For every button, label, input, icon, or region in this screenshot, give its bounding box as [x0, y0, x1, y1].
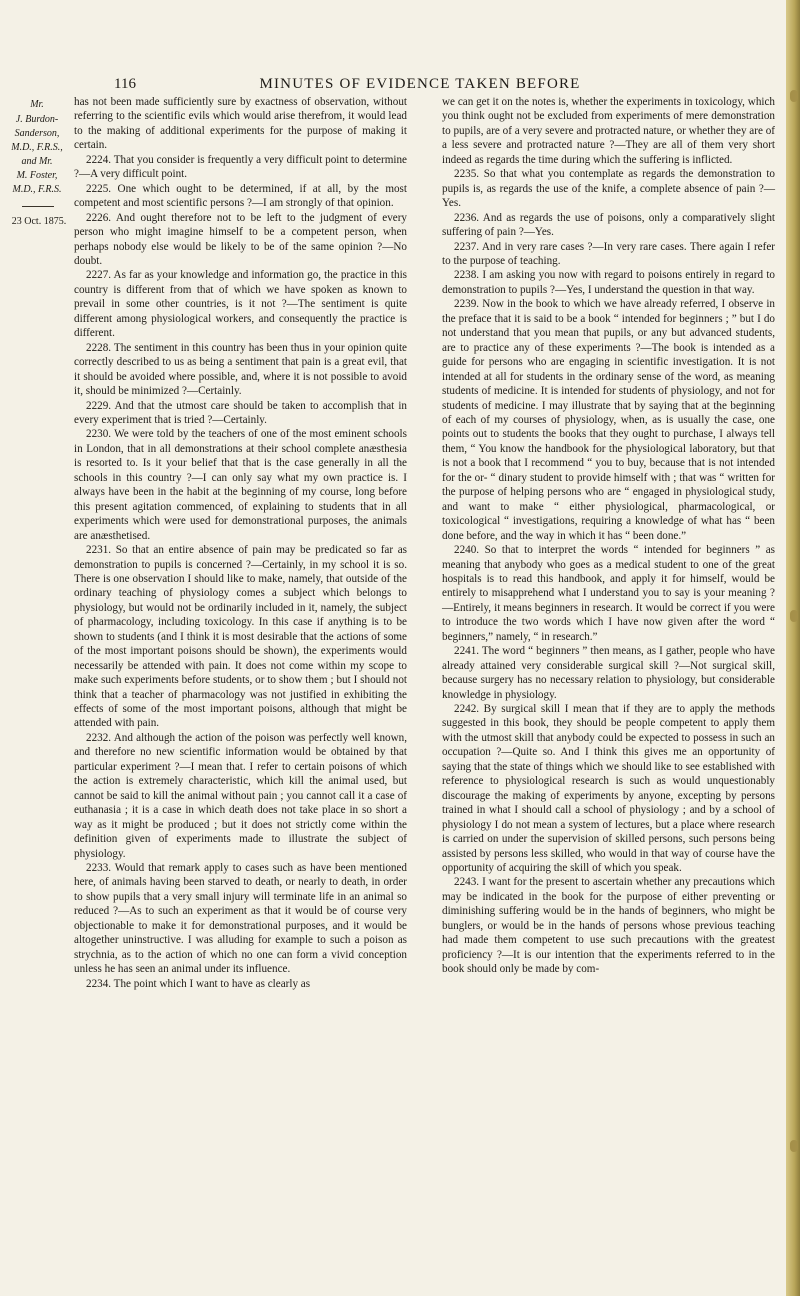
- right-column: [442, 95, 775, 977]
- paragraph: 2238. I am asking you now with regard to poisons entirely in regard to demonstration to pupils ?—Yes, I understand the question in that way.: [442, 269, 775, 296]
- paragraph: 2227. As far as your knowledge and information go, the practice in this country is different from that of which we have spoken as known to prevail in some other countries, is it not ?—The sentiment is quite different among physiological workers, and consequently the practice is different.: [74, 269, 407, 340]
- page-number: 116: [114, 76, 136, 92]
- paragraph: 2237. And in very rare cases ?—In very rare cases. There again I refer to the purpose of teaching.: [442, 240, 775, 267]
- paragraph: 2225. One which ought to be determined, if at all, by the most competent and most scientific persons ?—I am strongly of that opinion.: [74, 182, 407, 210]
- margin-witness-7: M.D., F.R.S.: [12, 184, 62, 195]
- margin-rule: [22, 206, 54, 207]
- margin-witness-3: Sanderson,: [14, 128, 60, 139]
- paragraph: 2226. And ought therefore not to be left to the judgment of every person who might imagine himself to be a competent person, when perhaps nobody else would be likely to be of the same opinion ?—No doubt.: [74, 211, 407, 267]
- paragraph: 2231. So that an entire absence of pain may be predicated so far as demonstration to pupils is concerned ?—Certainly, in my school it is so. There is one observation I should like to make, namely, that outside of the ordinary teaching of physiology comes a subject which belongs to physiology, but would not be ordinarily included in it, namely, the subject of pharmacology, including toxicology. In this case if anything is to be shown to students (and I think it is most desirable that the actions of some of the most important poisons should be shown), the experiments would necessarily be attended with pain. It does not come within my scope to make such experiments before students, or to show them ; but I should not think that a teacher of pharmacology was not justified in exhibiting the effects of some of the most important poisons, although that might be attended with pain.: [74, 544, 407, 730]
- paragraph: has not been made sufficiently sure by exactness of observation, without referring to the scientific evils which would arise therefrom, it would lead to the making of additional experiments for the purpose of making it certain.: [74, 96, 407, 152]
- margin-witness-1: Mr.: [30, 99, 44, 110]
- paragraph: 2240. So that to interpret the words “ intended for beginners ” as meaning that anybody who goes as a medical student to one of the great hospitals is to read this handbook, and apply it for himself, would be entirely to misapprehend what I understand you to say is your meaning ?—Entirely, it means beginners in research. It would be correct if you were to introduce the two words which I have now given after the word “ beginners,” namely, “ in research.”: [442, 544, 775, 643]
- paragraph: 2230. We were told by the teachers of one of the most eminent schools in London, that in all demonstrations at their school complete anæsthesia is resorted to. Is it your belief that that is the case generally in all the schools in this country ?—I can only say what my own practice is. I always have been in the habit at the beginning of my course, long before this present agitation commenced, of explaining to students that in all experiments which were used for demonstrational purposes, the animals are anæsthetised.: [74, 428, 407, 542]
- page-edge-mark: [790, 610, 798, 622]
- paragraph: 2233. Would that remark apply to cases such as have been mentioned here, of animals having been starved to death, or nearly to death, in order to show pupils that a very small injury will terminate life in an animal so reduced ?—As to such an experiment as that it would be of course very objectionable to make it for demonstrational purposes, and it would be altogether uninstructive. I was alluding for example to such a poison as strychnia, as to the action of which no one can form a vivid conception unless he has seen an animal under its influence.: [74, 862, 407, 976]
- page-edge-mark: [790, 1140, 798, 1152]
- margin-witness-6: M. Foster,: [16, 170, 58, 181]
- margin-witness-2: J. Burdon-: [15, 114, 59, 125]
- left-column: [74, 95, 407, 991]
- margin-witness-5: and Mr.: [21, 156, 53, 167]
- paragraph: 2235. So that what you contemplate as regards the demonstration to pupils is, as regards the use of the knife, a complete absence of pain ?—Yes.: [442, 168, 775, 210]
- paragraph: we can get it on the notes is, whether the experiments in toxicology, which you think ought not be excluded from experiments of mere demonstration to pupils, are of a very severe and protracted nature, or whether they are of a less severe and protracted nature ?—They are all of them very short indeed as regards the time during which the suffering is inflicted.: [442, 96, 775, 166]
- paragraph: 2228. The sentiment in this country has been thus in your opinion quite correctly described to us as being a sentiment that pain is a great evil, that it should be avoided where possible, and, where it is not possible to avoid it, should be minimized ?—Certainly.: [74, 341, 407, 398]
- paragraph: 2224. That you consider is frequently a very difficult point to determine ?—A very difficult point.: [74, 153, 407, 181]
- paragraph: 2242. By surgical skill I mean that if they are to apply the methods suggested in this book, they should be people competent to apply them with the utmost skill that anybody could be expected to possess in such an occupation ?—Quite so. And I think this gives me an opportunity of saying that the state of things which we should like to see established with reference to physiological research is such as would unquestionably discourage the making of experiments by anyone, excepting by persons trained in what I should call a school of physiology ; and by a school of physiology I do not mean a system of lectures, but a place where research is carried on under the supervision of skilled persons, such persons being assisted by persons less skilled, who would in that way of course have the opportunity of acquiring the skill of which you speak.: [442, 703, 775, 875]
- paragraph: 2239. Now in the book to which we have already referred, I observe in the preface that it is said to be a book “ intended for beginners ; ” but I do not understand that you mean that pupils, or any but advanced students, are to practice any of these experiments ?—The book is intended as a guide for persons who are engaging in scientific investigation. It is not intended at all for students in the ordinary sense of the word, as meaning students of medicine. It is intended for students of physiology, and not for students of medicine. I may illustrate that by saying that at the beginning of each of my courses of physiology, when, as is usually the case, one points out to students the books that they ought to purchase, I always tell them, “ You know the handbook for the physiological laboratory, but that is not a book that I recommend “ you to buy, because that is not intended for the or- “ dinary student to provide himself with ; that was “ written for the purpose of helping persons who are “ engaged in physiological study, and want to make “ either physiological, pharmacological, or toxicological “ investigations, requiring a knowledge of what has “ been done before, and the way in which it has “ been done.”: [442, 298, 775, 542]
- page-edge-mark: [790, 90, 798, 102]
- paragraph: 2241. The word “ beginners ” then means, as I gather, people who have already attained very considerable surgical skill ?—Not surgical skill, because surgery has no necessary relation to physiology, but considerable knowledge in physiology.: [442, 645, 775, 701]
- running-head: MINUTES OF EVIDENCE TAKEN BEFORE: [259, 76, 581, 92]
- margin-date: 23 Oct. 1875.: [11, 216, 67, 227]
- paragraph: 2232. And although the action of the poison was perfectly well known, and therefore no new scientific information would be obtained by that particular experiment ?—I mean that. I refer to certain poisons of which the action is extremely characteristic, which kill the animal used, but cannot be said to kill the animal without pain ; you cannot call it a case of euthanasia ; it is a case in which death does not take place in so short a way as it might be produced ; but it does not strictly come within the definition given of experiments made to illustrate the subject of physiology.: [74, 731, 407, 860]
- margin-witness-4: M.D., F.R.S.,: [11, 142, 63, 153]
- paragraph: 2243. I want for the present to ascertain whether any precautions which may be indicated in the book for the purpose of either preventing or diminishing suffering would be in the hands of beginners, who might be bunglers, or would be in the hands of persons whose previous teaching had made them competent to use such precautions with the greatest proficiency ?—It is our intention that the experiments referred to in the book should only be made by com-: [442, 876, 775, 976]
- paragraph: 2234. The point which I want to have as clearly as: [86, 977, 311, 990]
- paragraph: 2229. And that the utmost care should be taken to accomplish that in every experiment that is tried ?—Certainly.: [74, 399, 407, 426]
- paragraph: 2236. And as regards the use of poisons, only a comparatively slight suffering of pain ?—Yes.: [442, 211, 775, 239]
- page-edge: [786, 0, 800, 1296]
